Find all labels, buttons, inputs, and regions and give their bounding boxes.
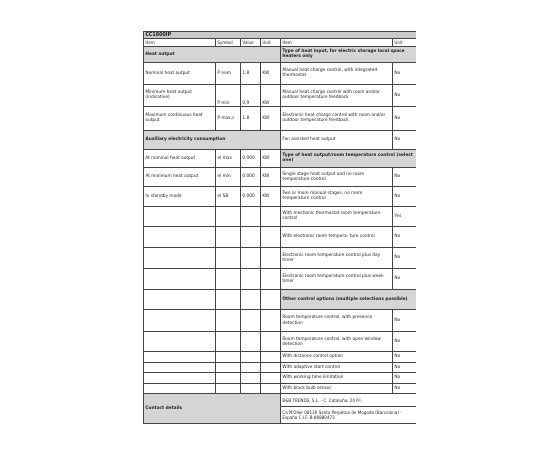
at-minimum-value: 0.000 [241, 167, 261, 186]
right-unit: No [393, 310, 417, 332]
table-row [144, 186, 417, 206]
right-unit: No [393, 247, 417, 268]
maximum-unit: KW [261, 106, 281, 130]
contact-line-1: B&B TRENDS, S.L. - C. Cataluña, 24 P.I. [281, 394, 417, 407]
right-item: Single stage heat output and no room temperature control [281, 167, 393, 186]
table-row [144, 226, 417, 247]
at-nominal-value: 0.000 [241, 149, 261, 167]
right-item: Electronic room temperature control plus day timer [281, 247, 393, 268]
at-nominal-unit: KW [261, 149, 281, 167]
table-row [144, 373, 417, 384]
maximum-symbol: P max,c [216, 106, 241, 130]
nominal-value: 1.8 [241, 62, 261, 84]
standby-symbol: el SB [216, 186, 241, 206]
spec-sheet [143, 31, 416, 424]
table-row [144, 84, 417, 106]
minimum-unit: KW [261, 84, 281, 106]
right-item: Two or more manual stages, no room temperature control [281, 186, 393, 206]
section-other-control: Other control options (multiple selections possible) [281, 290, 417, 310]
maximum-item: Maximum continuous heat output [144, 106, 216, 130]
table-row [144, 310, 417, 332]
model-title: CC1800IP [144, 32, 417, 39]
header-item: Item [144, 39, 216, 46]
right-item: With mechanic thermostat room temperature control [281, 206, 393, 226]
nominal-symbol: P nom [216, 62, 241, 84]
right-unit: No [393, 383, 417, 394]
right-item: With working time limitation [281, 373, 393, 384]
table-row [144, 206, 417, 226]
standby-unit: KW [261, 186, 281, 206]
section-heat-output-control: Type of heat output/room temperature control (select one) [281, 149, 417, 167]
header-right-item: Item [281, 39, 393, 46]
right-unit: No [393, 226, 417, 247]
table-row [144, 62, 417, 84]
table-row [144, 247, 417, 268]
right-item: Room temperature control, with open window detection [281, 332, 393, 352]
table-row [144, 131, 417, 150]
right-unit: No [393, 167, 417, 186]
nominal-unit: KW [261, 62, 281, 84]
table-row [144, 167, 417, 186]
right-unit: No [393, 352, 417, 363]
table-row [144, 149, 417, 167]
at-minimum-unit: KW [261, 167, 281, 186]
right-item: With distance control option [281, 352, 393, 363]
section-heat-input-type: Type of heat input, for electric storage local space heaters only [281, 46, 417, 62]
right-unit: Yes [393, 206, 417, 226]
standby-item: In standby mode [144, 186, 216, 206]
right-item: With adaptive start control [281, 362, 393, 373]
right-unit: No [393, 332, 417, 352]
header-right-unit: Unit [393, 39, 417, 46]
table-row [144, 290, 417, 310]
right-unit: No [393, 131, 417, 150]
table-row [144, 106, 417, 130]
table-row [144, 352, 417, 363]
maximum-value: 1.8 [241, 106, 261, 130]
right-item: Manual heat charge control with room and/or outdoor temperature feedback [281, 84, 393, 106]
right-item: Manual heat charge control, with integrated thermostat [281, 62, 393, 84]
minimum-item: Minimum heat output (indicative) [144, 84, 216, 106]
at-nominal-symbol: el max [216, 149, 241, 167]
right-unit: No [393, 186, 417, 206]
right-item: Electronic heat charge control with room and/or outdoor temperature feedback [281, 106, 393, 130]
minimum-symbol: P min [216, 84, 241, 106]
right-unit: No [393, 62, 417, 84]
right-item: Room temperature control, with presence detection [281, 310, 393, 332]
header-value: Value [241, 39, 261, 46]
section-auxiliary: Auxiliary electricity consumption [144, 131, 281, 150]
contact-row [144, 394, 417, 407]
table-row [144, 383, 417, 394]
header-symbol: Symbol [216, 39, 241, 46]
nominal-item: Nominal heat output [144, 62, 216, 84]
table-row [144, 332, 417, 352]
standby-value: 0.000 [241, 186, 261, 206]
right-unit: No [393, 269, 417, 290]
right-item: With electronic room tempera- ture control [281, 226, 393, 247]
at-minimum-symbol: el min [216, 167, 241, 186]
contact-details-label: Contact details [144, 394, 281, 424]
spec-table [143, 31, 416, 424]
right-unit: No [393, 84, 417, 106]
contact-line-2: Ca N'Oller 08130 Santa Perpètua de Mogoda (Barcelona) - España C.I.F. B-86880473 [281, 406, 417, 423]
minimum-value: 0,9 [241, 84, 261, 106]
section-heat-output: Heat output [144, 46, 281, 62]
table-row [144, 269, 417, 290]
table-row [144, 362, 417, 373]
header-unit: Unit [261, 39, 281, 46]
right-item: With black bulb sensor [281, 383, 393, 394]
right-item: Fan assisted heat output [281, 131, 393, 150]
at-minimum-item: At minimum heat output [144, 167, 216, 186]
right-unit: No [393, 106, 417, 130]
at-nominal-item: At nominal heat output [144, 149, 216, 167]
header-row [144, 39, 417, 46]
right-item: Electronic room temperature control plus week timer [281, 269, 393, 290]
right-unit: No [393, 373, 417, 384]
right-unit: No [393, 362, 417, 373]
